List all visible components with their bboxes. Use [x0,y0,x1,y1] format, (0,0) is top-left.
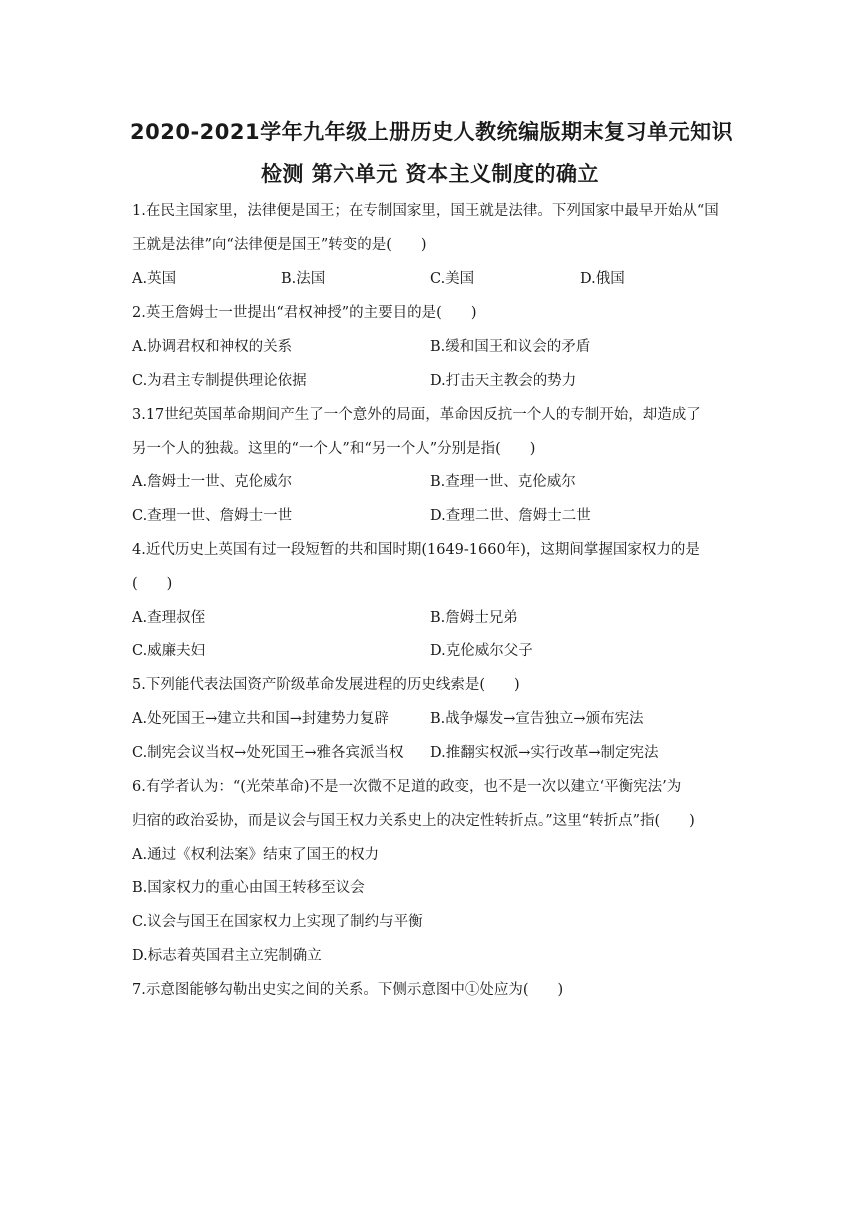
question-3-option-c: C.查理一世、詹姆士一世 [132,508,293,524]
question-3-option-a: A.詹姆士一世、克伦威尔 [132,474,293,490]
question-5-option-d: D.推翻实权派→实行改革→制定宪法 [430,745,659,761]
question-1-stem-line-2: 王就是法律”向“法律便是国王”转变的是( ) [132,237,427,253]
question-6-stem-line-1: 6.有学者认为：“(光荣革命)不是一次微不足道的政变，也不是一次以建立‘平衡宪法’为 [132,779,682,795]
question-1-option-d: D.俄国 [580,271,625,287]
question-2-option-c: C.为君主专制提供理论依据 [132,373,307,389]
question-6-option-d: D.标志着英国君主立宪制确立 [132,948,322,964]
question-6-option-c: C.议会与国王在国家权力上实现了制约与平衡 [132,914,423,930]
question-6-option-a: A.通过《权利法案》结束了国王的权力 [132,847,380,863]
question-4-option-a: A.查理叔侄 [132,610,206,626]
question-1-option-c: C.美国 [430,271,475,287]
question-5-option-c: C.制宪会议当权→处死国王→雅各宾派当权 [132,745,404,761]
question-6-option-b: B.国家权力的重心由国王转移至议会 [132,880,365,896]
question-1-stem-line-1: 1.在民主国家里，法律便是国王；在专制国家里，国王就是法律。下列国家中最早开始从“国 [132,203,719,219]
question-4-option-c: C.威廉夫妇 [132,643,206,659]
question-4-option-b: B.詹姆士兄弟 [430,610,518,626]
question-4-stem-line-1: 4.近代历史上英国有过一段短暂的共和国时期(1649-1660年)，这期间掌握国家权力的是 [132,542,700,558]
question-2-option-b: B.缓和国王和议会的矛盾 [430,339,591,355]
question-5-stem-line-1: 5.下列能代表法国资产阶级革命发展进程的历史线索是( ) [132,677,520,693]
question-2-option-d: D.打击天主教会的势力 [430,373,577,389]
question-3-option-d: D.查理二世、詹姆士二世 [430,508,591,524]
question-4-stem-line-2: ( ) [132,576,173,592]
question-3-stem-line-2: 另一个人的独裁。这里的“一个人”和“另一个人”分别是指( ) [132,441,536,457]
question-2-option-a: A.协调君权和神权的关系 [132,339,293,355]
question-7-stem-line-1: 7.示意图能够勾勒出史实之间的关系。下侧示意图中①处应为( ) [132,982,564,998]
question-3-option-b: B.查理一世、克伦威尔 [430,474,576,490]
question-1-option-b: B.法国 [281,271,326,287]
question-5-option-a: A.处死国王→建立共和国→封建势力复辟 [132,711,389,727]
question-3-stem-line-1: 3.17世纪英国革命期间产生了一个意外的局面，革命因反抗一个人的专制开始，却造成了 [132,407,701,423]
question-5-option-b: B.战争爆发→宣告独立→颁布宪法 [430,711,644,727]
document-title-line-1: 2020-2021学年九年级上册历史人教统编版期末复习单元知识 [130,120,734,144]
document-title-line-2: 检测 第六单元 资本主义制度的确立 [260,162,600,186]
question-1-option-a: A.英国 [132,271,177,287]
question-6-stem-line-2: 归宿的政治妥协，而是议会与国王权力关系史上的决定性转折点。”这里“转折点”指( ) [132,813,695,829]
question-4-option-d: D.克伦威尔父子 [430,643,533,659]
question-2-stem-line-1: 2.英王詹姆士一世提出“君权神授”的主要目的是( ) [132,305,477,321]
